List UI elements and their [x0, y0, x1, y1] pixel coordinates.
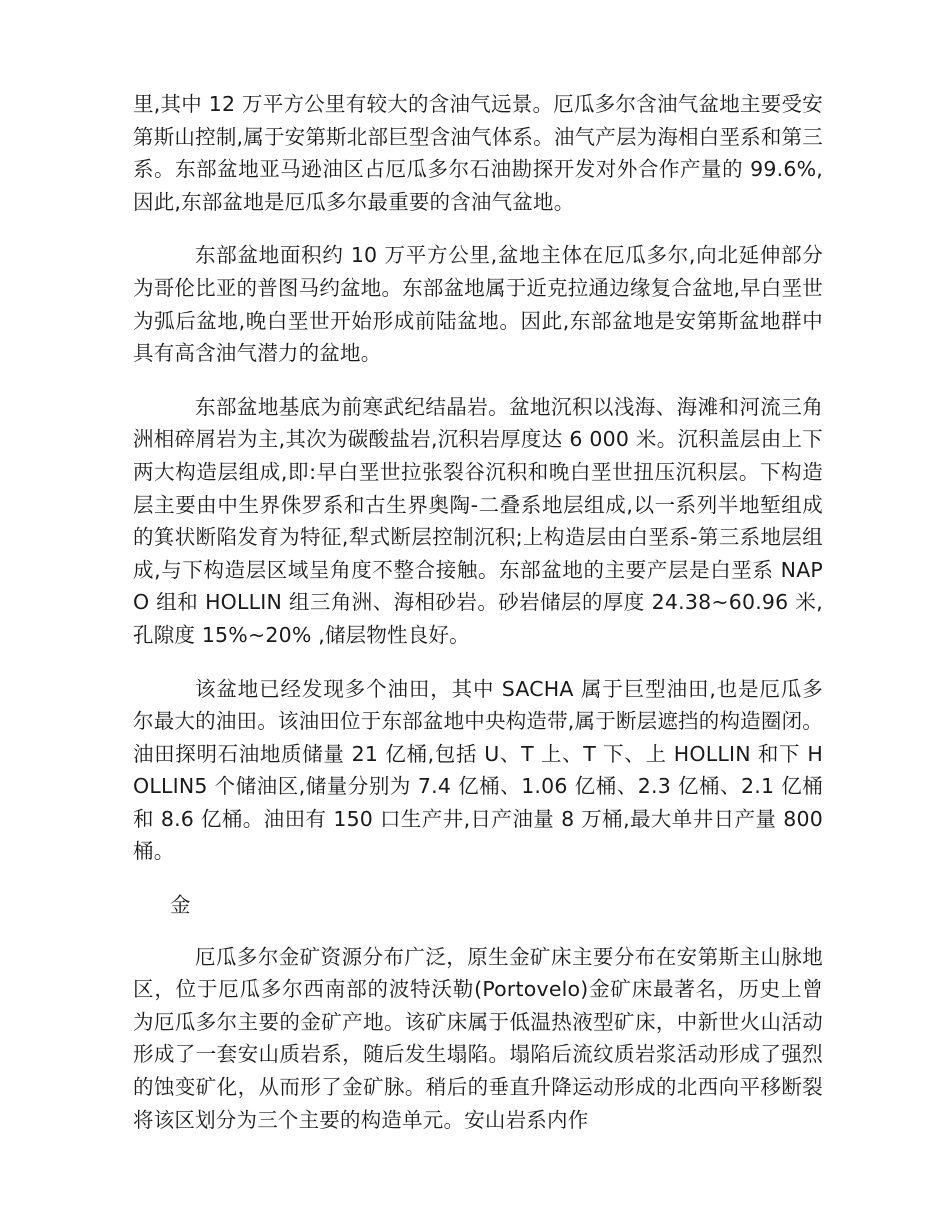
section-heading-gold: 金	[170, 893, 191, 918]
paragraph-oil-basins-continued: 里,其中 12 万平方公里有较大的含油气远景。厄瓜多尔含油气盆地主要受安第斯山控制,属于安第斯北部巨型含油气体系。油气产层为海相白垩系和第三系。东部盆地亚马逊油区占厄瓜多尔石油勘探开发对外合作产量的 99.6%,因此,东部盆地是厄瓜多尔最重要的含油气盆地。	[133, 92, 823, 214]
paragraph-eastern-basin-area: 东部盆地面积约 10 万平方公里,盆地主体在厄瓜多尔,向北延伸部分为哥伦比亚的普图马约盆地。东部盆地属于近克拉通边缘复合盆地,早白垩世为弧后盆地,晚白垩世开始形成前陆盆地。因此,东部盆地是安第斯盆地群中具有高含油气潜力的盆地。	[133, 243, 823, 366]
paragraph-sacha-oilfield: 该盆地已经发现多个油田，其中 SACHA 属于巨型油田,也是厄瓜多尔最大的油田。该油田位于东部盆地中央构造带,属于断层遮挡的构造圈闭。油田探明石油地质储量 21 亿桶,包括 U、T 上、T 下、上 HOLLIN 和下 HOLLIN5 个储油区,储量分别为 7.4 亿桶、1.06 亿桶、2.3 亿桶、2.1 亿桶和 8.6 亿桶。油田有 150 口生产井,日产油量 8 万桶,最大单井日产量 800 桶。	[133, 676, 823, 864]
document-page	[133, 88, 823, 1157]
paragraph-eastern-basin-geology: 东部盆地基底为前寒武纪结晶岩。盆地沉积以浅海、海滩和河流三角洲相碎屑岩为主,其次为碳酸盐岩,沉积岩厚度达 6 000 米。沉积盖层由上下两大构造层组成,即:早白垩世拉张裂谷沉积和晚白垩世扭压沉积层。下构造层主要由中生界侏罗系和古生界奥陶-二叠系地层组成,以一系列半地堑组成的箕状断陷发育为特征,犁式断层控制沉积;上构造层由白垩系-第三系地层组成,与下构造层区域呈角度不整合接触。东部盆地的主要产层是白垩系 NAPO 组和 HOLLIN 组三角洲、海相砂岩。砂岩储层的厚度 24.38~60.96 米,孔隙度 15%~20% ,储层物性良好。	[133, 394, 823, 647]
paragraph-gold-deposits: 厄瓜多尔金矿资源分布广泛，原生金矿床主要分布在安第斯主山脉地区，位于厄瓜多尔西南部的波特沃勒(Portovelo)金矿床最著名，历史上曾为厄瓜多尔主要的金矿产地。该矿床属于低温热液型矿床，中新世火山活动形成了一套安山质岩系，随后发生塌陷。塌陷后流纹质岩浆活动形成了强烈的蚀变矿化，从而形了金矿脉。稍后的垂直升降运动形成的北西向平移断裂将该区划分为三个主要的构造单元。安山岩系内作	[133, 944, 823, 1132]
